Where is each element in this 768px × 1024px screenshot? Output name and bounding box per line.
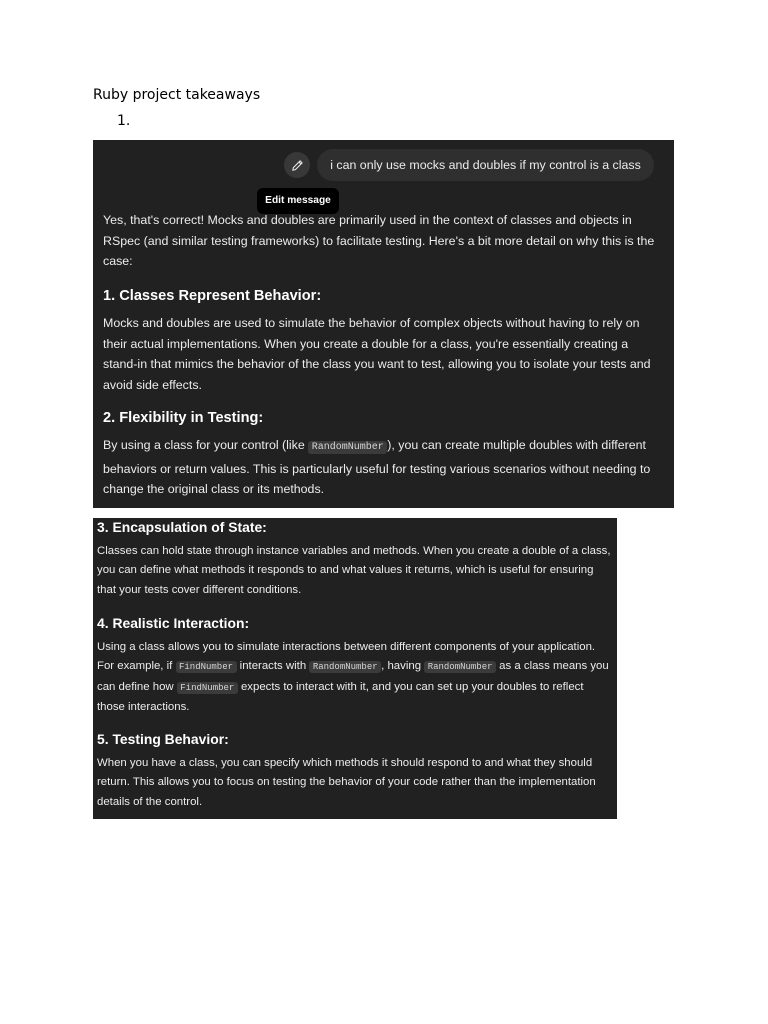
paragraph-line: When you have a class, you can specify which methods it should respond to and what they should <box>97 757 593 769</box>
paragraph-line: that your tests cover different conditions. <box>97 583 302 596</box>
paragraph-line: their actual implementations. When you create a double for a class, you're essentially creating a <box>103 336 629 351</box>
edit-message-button <box>284 152 310 178</box>
section-heading: 1. Classes Represent Behavior: <box>103 288 322 304</box>
text-segment: as a class means you <box>496 660 609 673</box>
paragraph-line: details of the control. <box>97 795 203 808</box>
text-segment: ), you can create multiple doubles with different <box>387 438 646 452</box>
section-paragraph <box>97 754 596 812</box>
paragraph-line: case: <box>103 254 133 268</box>
section-paragraph <box>97 638 609 718</box>
chat-screenshot-2[interactable] <box>93 518 617 819</box>
text-segment: For example, if <box>97 660 176 673</box>
section-heading: 3. Encapsulation of State: <box>97 519 267 535</box>
document-title: Ruby project takeaways <box>93 87 261 103</box>
paragraph-line: avoid side effects. <box>103 377 202 392</box>
section-heading: 4. Realistic Interaction: <box>97 615 250 631</box>
chat-screenshot-1[interactable] <box>93 140 674 508</box>
inline-code: RandomNumber <box>309 661 381 673</box>
text-segment: interacts with <box>236 660 310 673</box>
section-paragraph <box>103 435 650 500</box>
section-heading: 2. Flexibility in Testing: <box>103 410 264 426</box>
list-marker: 1. <box>117 113 131 129</box>
paragraph-line: stand-in that mimics the behavior of the class you want to test, allowing you to isolate your tests and <box>103 357 651 371</box>
text-segment: can define how <box>97 680 177 693</box>
section-heading: 5. Testing Behavior: <box>97 731 229 747</box>
paragraph-line: those interactions. <box>97 701 190 714</box>
text-segment: , having <box>381 660 425 673</box>
inline-code: FindNumber <box>176 661 237 673</box>
paragraph-line: Mocks and doubles are used to simulate the behavior of complex objects without having to rely on <box>103 316 640 330</box>
user-message-bubble: i can only use mocks and doubles if my control is a class <box>317 149 654 181</box>
paragraph-line: RSpec (and similar testing frameworks) to facilitate testing. Here's a bit more detail on why this is the <box>103 233 655 248</box>
section-paragraph <box>103 313 651 395</box>
paragraph-line: Yes, that's correct! Mocks and doubles are primarily used in the context of classes and objects in <box>103 213 632 227</box>
edit-message-tooltip: Edit message <box>257 188 339 214</box>
assistant-intro-paragraph <box>103 210 654 272</box>
inline-code: FindNumber <box>177 682 238 694</box>
paragraph-line: Using a class allows you to simulate interactions between different components of your application. <box>97 641 596 653</box>
text-segment: expects to interact with it, and you can set up your doubles to reflect <box>237 680 584 693</box>
paragraph-line <box>97 678 609 698</box>
paragraph-line: Classes can hold state through instance variables and methods. When you create a double of a class, <box>97 545 611 557</box>
paragraph-line <box>97 657 609 677</box>
section-paragraph <box>97 542 611 600</box>
pencil-icon <box>291 159 304 172</box>
paragraph-line: change the original class or its methods. <box>103 482 325 496</box>
paragraph-line: behaviors or return values. This is particularly useful for testing various scenarios without needing to <box>103 461 651 476</box>
paragraph-line <box>103 435 650 459</box>
text-segment: By using a class for your control (like <box>103 438 309 452</box>
inline-code: RandomNumber <box>424 661 496 673</box>
paragraph-line: you can define what methods it responds to and what values it returns, which is useful for ensuring <box>97 564 594 577</box>
inline-code: RandomNumber <box>308 441 387 454</box>
paragraph-line: return. This allows you to focus on testing the behavior of your code rather than the implementation <box>97 776 596 789</box>
